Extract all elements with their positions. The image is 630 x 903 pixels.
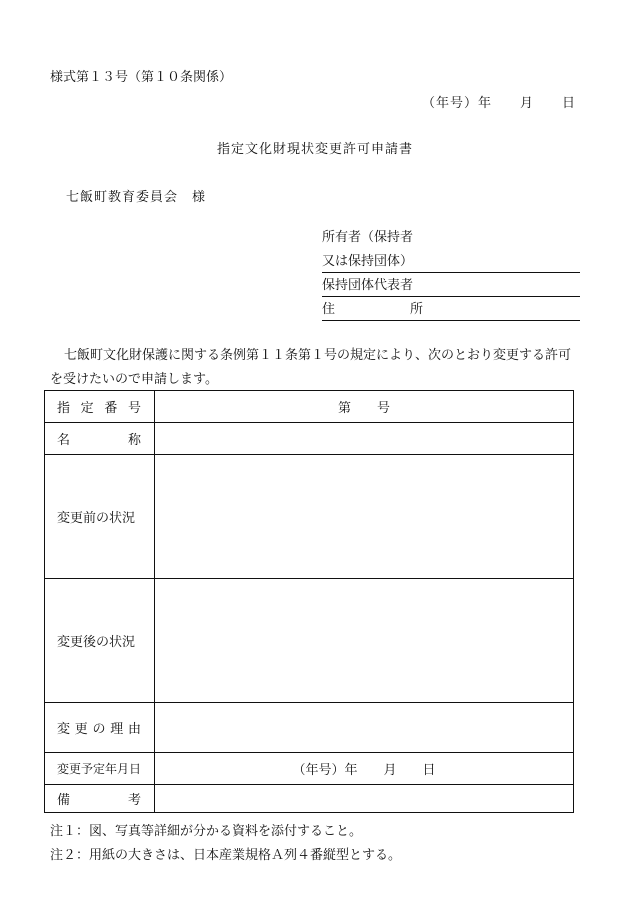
after-status-field[interactable] (155, 579, 574, 703)
addressee: 七飯町教育委員会 様 (66, 190, 207, 205)
row-after-status (45, 579, 574, 703)
row-name (45, 423, 574, 455)
label-name: 名 称 (45, 423, 155, 455)
label-planned-date: 変更予定年月日 (45, 753, 155, 785)
address-label-a: 住 (322, 302, 336, 317)
row-designation-number (45, 391, 574, 423)
label-after-status: 変更後の状況 (45, 579, 155, 703)
applicant-address-field[interactable] (322, 298, 580, 321)
address-label-b: 所 (410, 302, 424, 317)
applicant-group-field[interactable]: 又は保持団体） (322, 250, 580, 273)
name-field[interactable] (155, 423, 574, 455)
label-reason: 変 更 の 理 由 (45, 703, 155, 753)
note-2: 注２：用紙の大きさは、日本産業規格Ａ列４番縦型とする。 (50, 848, 402, 863)
note-1: 注１：図、写真等詳細が分かる資料を添付すること。 (50, 824, 363, 839)
before-status-field[interactable] (155, 455, 574, 579)
designation-number-field[interactable]: 第 号 (155, 391, 574, 423)
remarks-field[interactable] (155, 785, 574, 813)
document-title: 指定文化財現状変更許可申請書 (216, 142, 413, 157)
row-before-status (45, 455, 574, 579)
application-date: （年号）年 月 日 (421, 96, 576, 111)
row-reason (45, 703, 574, 753)
label-remarks: 備 考 (45, 785, 155, 813)
body-text: 七飯町文化財保護に関する条例第１１条第１号の規定により、次のとおり変更する許可を受けたいので申請します。 (50, 348, 572, 387)
application-table (44, 390, 574, 813)
applicant-owner-label: 所有者（保持者 (322, 230, 414, 245)
form-number: 様式第１３号（第１０条関係） (50, 70, 233, 85)
label-designation-number: 指 定 番 号 (45, 391, 155, 423)
row-remarks (45, 785, 574, 813)
label-before-status: 変更前の状況 (45, 455, 155, 579)
row-planned-date (45, 753, 574, 785)
applicant-representative-field[interactable]: 保持団体代表者 (322, 274, 580, 297)
planned-date-field[interactable]: （年号）年 月 日 (155, 753, 574, 785)
reason-field[interactable] (155, 703, 574, 753)
